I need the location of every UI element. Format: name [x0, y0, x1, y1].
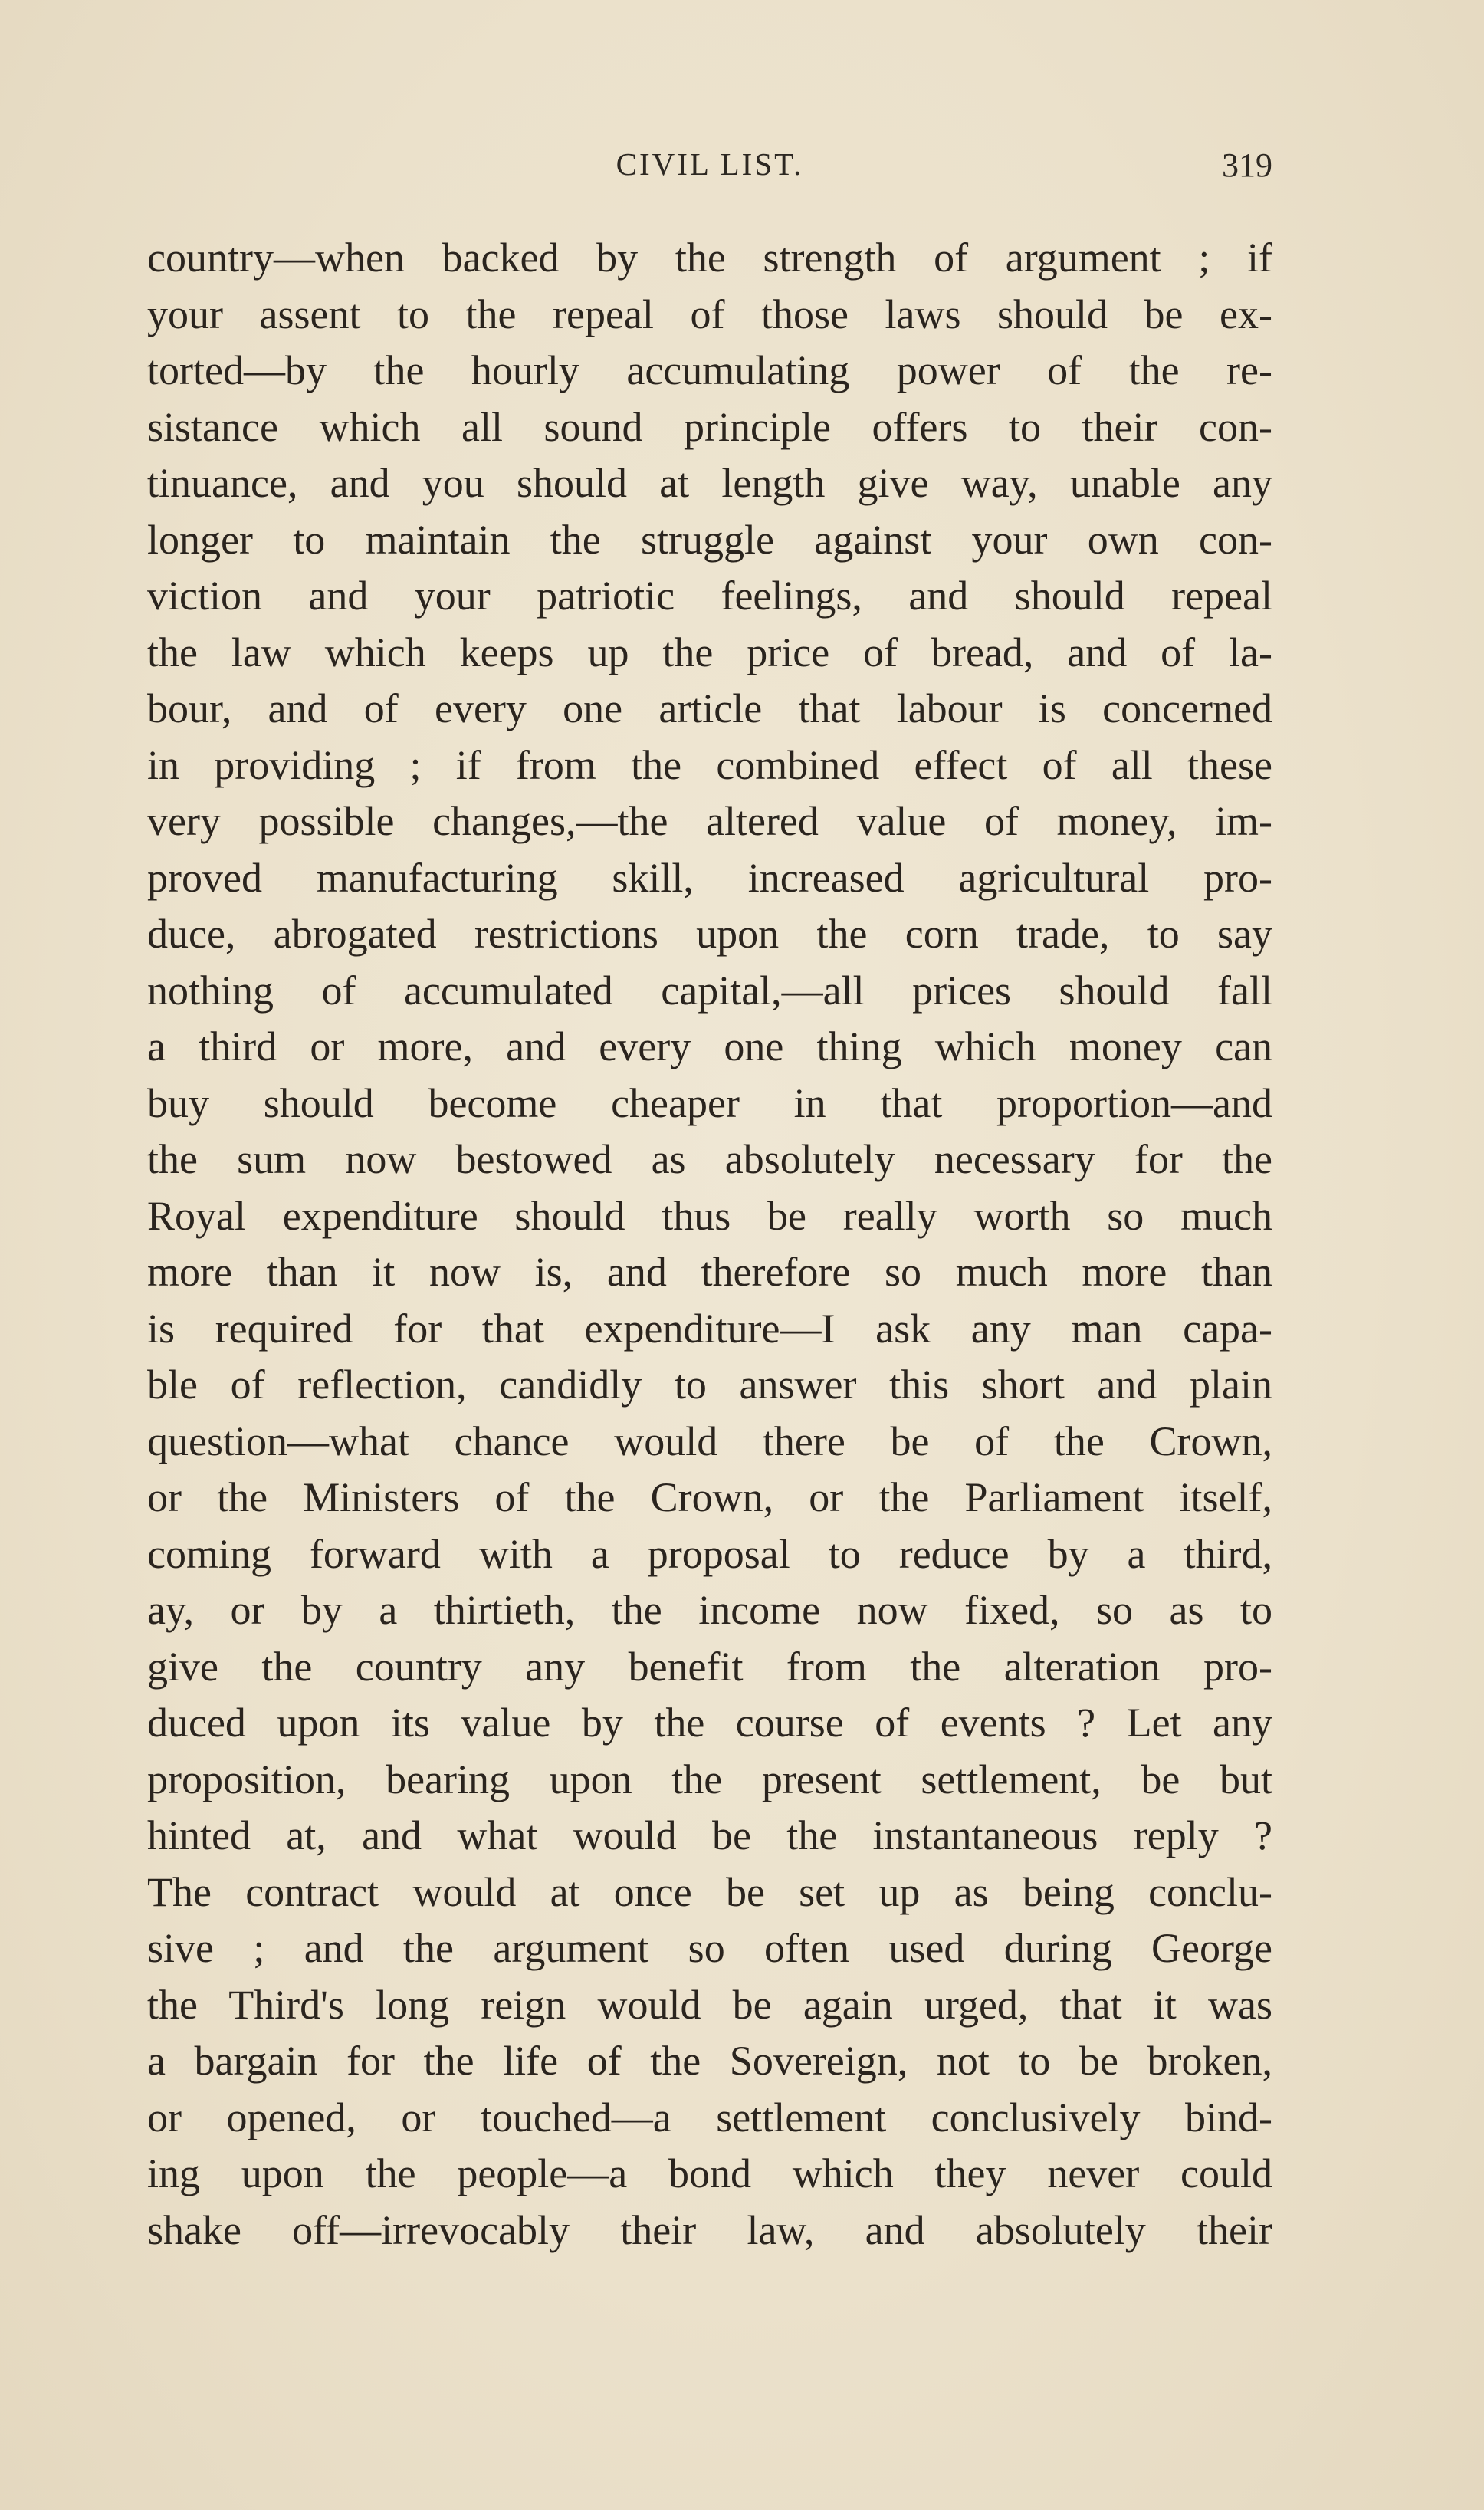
text-line: nothing of accumulated capital,—all prices should fall	[147, 967, 1272, 1014]
text-line: in providing ; if from the combined effect of all these	[147, 741, 1272, 788]
text-line: buy should become cheaper in that proportion—and	[147, 1079, 1272, 1126]
text-line: question—what chance would there be of the Crown,	[147, 1418, 1272, 1464]
text-line: viction and your patriotic feelings, and should repeal	[147, 573, 1272, 619]
running-head	[147, 146, 1272, 192]
text-line: sistance which all sound principle offers to their con-	[147, 403, 1272, 450]
text-line: a third or more, and every one thing which money can	[147, 1023, 1272, 1069]
page-number: 319	[1222, 146, 1272, 184]
text-line: more than it now is, and therefore so much more than	[147, 1249, 1272, 1295]
text-line: longer to maintain the struggle against your own con-	[147, 516, 1272, 563]
text-line: proposition, bearing upon the present settlement, be but	[147, 1756, 1272, 1802]
text-line: duce, abrogated restrictions upon the corn trade, to say	[147, 911, 1272, 957]
text-line: your assent to the repeal of those laws should be ex-	[147, 291, 1272, 337]
text-line: proved manufacturing skill, increased agricultural pro-	[147, 854, 1272, 901]
text-line: tinuance, and you should at length give way, unable any	[147, 460, 1272, 506]
text-line: the sum now bestowed as absolutely necessary for the	[147, 1136, 1272, 1182]
text-line: give the country any benefit from the alteration pro-	[147, 1643, 1272, 1690]
text-line: is required for that expenditure—I ask any man capa-	[147, 1305, 1272, 1352]
text-line: ay, or by a thirtieth, the income now fixed, so as to	[147, 1587, 1272, 1633]
text-line: shake off—irrevocably their law, and absolutely their	[147, 2206, 1272, 2253]
text-line: coming forward with a proposal to reduce by a third,	[147, 1530, 1272, 1577]
text-line: sive ; and the argument so often used during George	[147, 1925, 1272, 1971]
body-text	[147, 230, 1272, 2259]
text-line: ble of reflection, candidly to answer this short and plain	[147, 1362, 1272, 1408]
text-line: a bargain for the life of the Sovereign, not to be broken,	[147, 2038, 1272, 2084]
text-line: hinted at, and what would be the instantaneous reply ?	[147, 1812, 1272, 1858]
text-line: or opened, or touched—a settlement conclusively bind-	[147, 2094, 1272, 2140]
text-line: torted—by the hourly accumulating power of the re-	[147, 347, 1272, 393]
text-line: The contract would at once be set up as being conclu-	[147, 1868, 1272, 1915]
text-line: very possible changes,—the altered value of money, im-	[147, 798, 1272, 844]
text-line: duced upon its value by the course of events ? Let any	[147, 1700, 1272, 1746]
text-line: the law which keeps up the price of bread, and of la-	[147, 629, 1272, 675]
running-title: CIVIL LIST.	[616, 146, 804, 182]
text-line: Royal expenditure should thus be really worth so much	[147, 1192, 1272, 1239]
text-line: ing upon the people—a bond which they never could	[147, 2150, 1272, 2196]
text-line: the Third's long reign would be again urged, that it was	[147, 1981, 1272, 2028]
text-line: bour, and of every one article that labour is concerned	[147, 685, 1272, 731]
text-line: or the Ministers of the Crown, or the Parliament itself,	[147, 1474, 1272, 1520]
text-line: country—when backed by the strength of argument ; if	[147, 235, 1272, 281]
